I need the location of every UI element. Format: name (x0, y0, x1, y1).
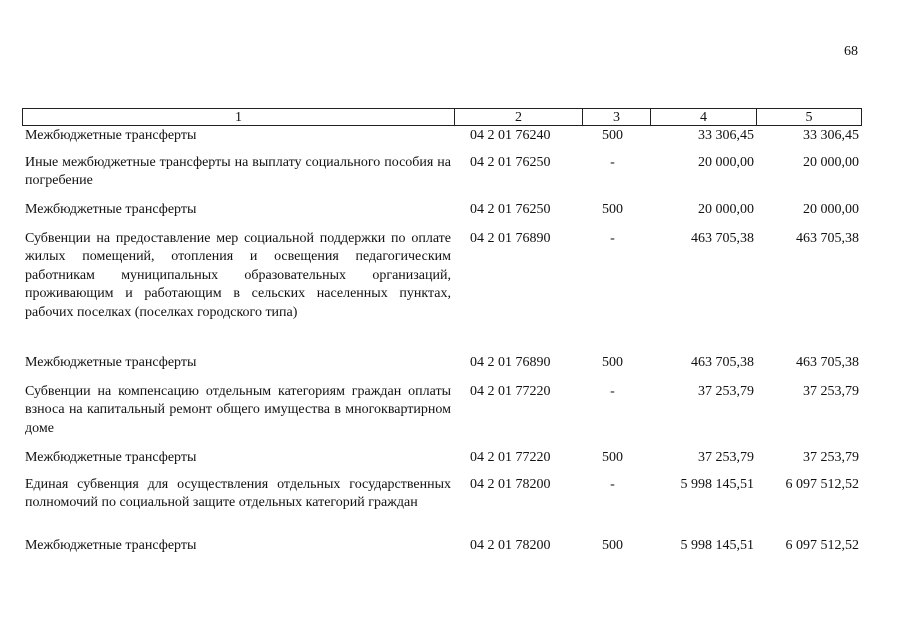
row-code: 04 2 01 78200 (470, 477, 551, 492)
header-col-5: 5 (805, 110, 813, 125)
row-value-5: 463 705,38 (796, 355, 859, 370)
row-name: Межбюджетные трансферты (25, 355, 197, 370)
row-code: 04 2 01 76250 (470, 155, 551, 170)
row-value-4: 463 705,38 (691, 231, 754, 246)
row-type: - (610, 155, 615, 170)
row-type: - (610, 231, 615, 246)
row-type: 500 (602, 355, 623, 370)
row-name: Единая субвенция для осуществления отдельных государственных полномочий по социальной защите отдельных категорий граждан (25, 477, 451, 511)
row-code: 04 2 01 76250 (470, 202, 551, 217)
header-col-3: 3 (583, 109, 651, 125)
row-value-5: 20 000,00 (803, 202, 859, 217)
row-value-5: 33 306,45 (803, 128, 859, 143)
row-code: 04 2 01 77220 (470, 450, 551, 465)
row-code: 04 2 01 78200 (470, 538, 551, 553)
page-number: 68 (844, 44, 858, 59)
row-value-4: 33 306,45 (698, 128, 754, 143)
row-name: Иные межбюджетные трансферты на выплату социального пособия на погребение (25, 155, 451, 189)
row-type: 500 (602, 538, 623, 553)
row-type: 500 (602, 128, 623, 143)
row-value-4: 20 000,00 (698, 202, 754, 217)
row-value-4: 37 253,79 (698, 384, 754, 399)
header-col-4: 4 (651, 109, 757, 125)
row-type: 500 (602, 202, 623, 217)
row-code: 04 2 01 76240 (470, 128, 551, 143)
row-value-5: 37 253,79 (803, 450, 859, 465)
row-name: Межбюджетные трансферты (25, 202, 197, 217)
row-type: - (610, 384, 615, 399)
row-code: 04 2 01 76890 (470, 355, 551, 370)
row-value-4: 37 253,79 (698, 450, 754, 465)
row-type: - (610, 477, 615, 492)
row-value-4: 5 998 145,51 (680, 477, 754, 492)
row-value-5: 463 705,38 (796, 231, 859, 246)
row-type: 500 (602, 450, 623, 465)
row-name: Субвенции на предоставление мер социальной поддержки по оплате жилых помещений, отопления и освещения педагогическим работникам муниципальных образовательных организаций, проживающим и работающим в сельских населенных пунктах, рабочих поселках (поселках городского типа) (25, 231, 451, 320)
header-col-1: 1 (23, 109, 455, 125)
row-code: 04 2 01 77220 (470, 384, 551, 399)
row-value-5: 20 000,00 (803, 155, 859, 170)
row-name: Межбюджетные трансферты (25, 450, 197, 465)
row-value-5: 37 253,79 (803, 384, 859, 399)
row-code: 04 2 01 76890 (470, 231, 551, 246)
row-name: Субвенции на компенсацию отдельным категориям граждан оплаты взноса на капитальный ремонт общего имущества в многоквартирном доме (25, 384, 451, 436)
row-value-5: 6 097 512,52 (785, 477, 859, 492)
header-col-2: 2 (455, 109, 583, 125)
row-name: Межбюджетные трансферты (25, 538, 197, 553)
row-name: Межбюджетные трансферты (25, 128, 197, 143)
row-value-4: 463 705,38 (691, 355, 754, 370)
table-header-row (22, 108, 862, 126)
row-value-4: 20 000,00 (698, 155, 754, 170)
row-value-4: 5 998 145,51 (680, 538, 754, 553)
row-value-5: 6 097 512,52 (785, 538, 859, 553)
